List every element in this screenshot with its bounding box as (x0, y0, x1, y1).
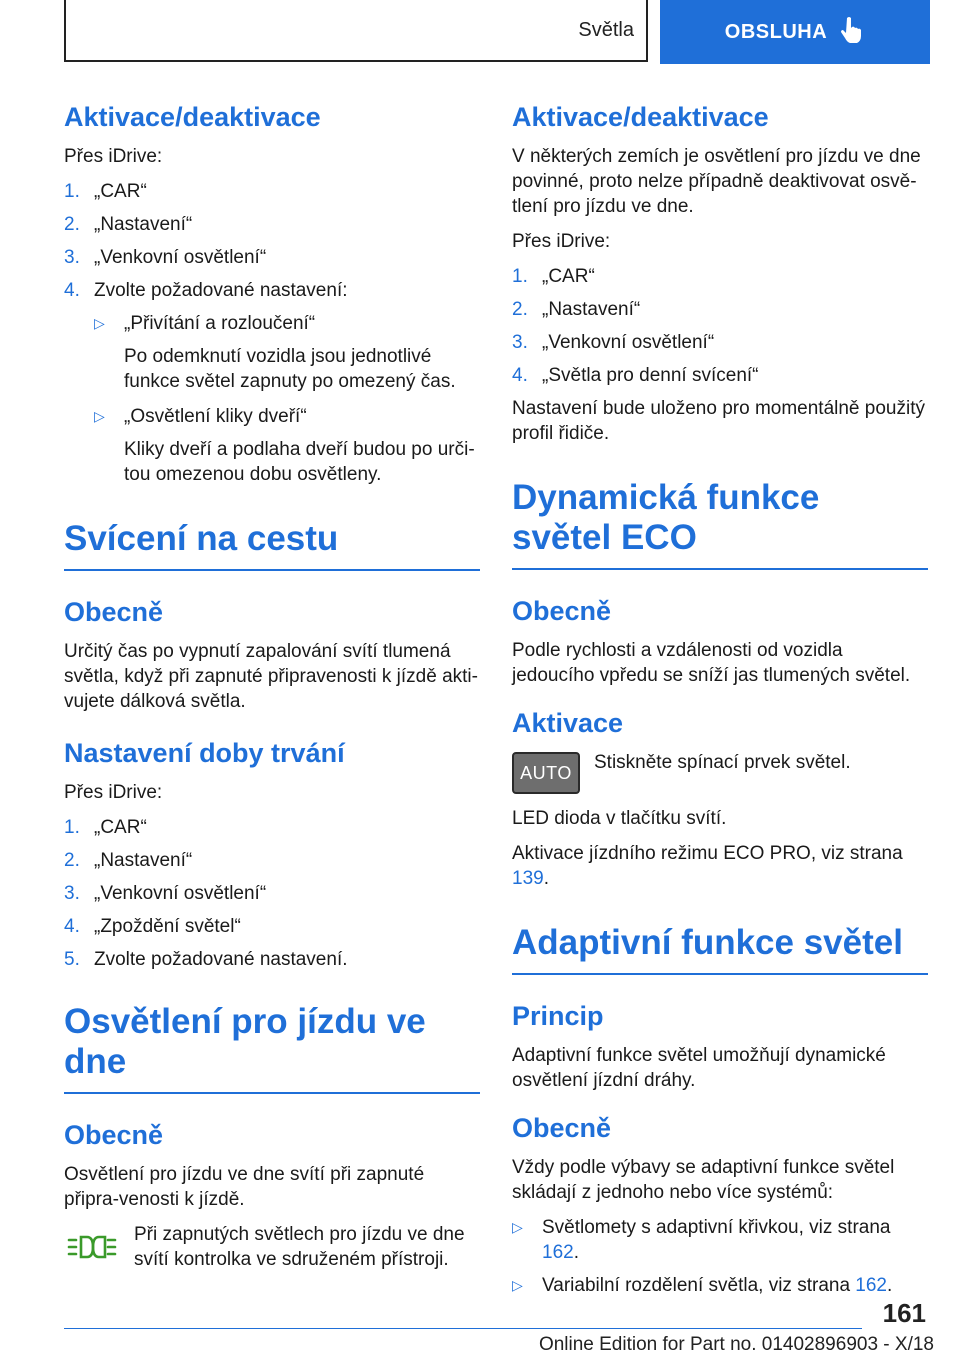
left-activation-steps (64, 179, 480, 303)
general-heading: Obecně (512, 596, 612, 626)
general-text: Osvětlení pro jízdu ve dne svítí při zapnuté připra-venosti k jízdě. (64, 1164, 425, 1210)
list-item: 4. „Světla pro denní svícení“ (512, 365, 759, 386)
duration-heading: Nastavení doby trvání (64, 738, 345, 768)
list-item: 3. „Venkovní osvětlení“ (64, 883, 267, 904)
indicator-note (64, 1222, 480, 1272)
footer-edition: Online Edition for Part no. 01402896903 - X/18 (538, 1334, 934, 1355)
footer-divider (64, 1328, 862, 1329)
activation-heading: Aktivace (512, 708, 624, 738)
page-link-162[interactable]: 162 (855, 1275, 887, 1296)
general-text: Určitý čas po vypnutí zapalování svítí tlumená světla, když při zapnuté připravenosti k jízdě akti-vujete dálková světla. (64, 641, 478, 712)
list-item: 3. „Venkovní osvětlení“ (512, 332, 715, 353)
profile-note: Nastavení bude uloženo pro momentálně použitý profil řidiče. (512, 398, 925, 444)
left-activation-heading: Aktivace/deaktivace (64, 102, 321, 132)
list-item: 1. „CAR“ (64, 817, 147, 838)
section-title-coming-home: Svícení na cestu (64, 519, 480, 571)
auto-button-note (512, 750, 928, 794)
duration-steps (64, 815, 480, 972)
right-activation-steps (512, 264, 928, 388)
list-item: ▷ Variabilní rozdělení světla, viz strana 162. (512, 1275, 893, 1296)
list-item: 4. Zvolte požadované nastavení: (64, 280, 348, 301)
list-item: 1. „CAR“ (64, 181, 147, 202)
option-description: Kliky dveří a podlaha dveří budou po urči-tou omezenou dobu osvětleny. (124, 439, 475, 485)
page-link-139[interactable]: 139 (512, 868, 544, 889)
list-item: ▷ Světlomety s adaptivní křivkou, viz strana 162. (512, 1217, 891, 1263)
left-activation-options-2 (64, 404, 480, 429)
hand-pointer-icon (839, 15, 865, 49)
chapter-tab (660, 0, 930, 64)
auto-button-icon: AUTO (512, 752, 580, 794)
left-column (64, 100, 480, 1284)
principle-text: Adaptivní funkce světel umožňují dynamické osvětlení jízdní dráhy. (512, 1045, 886, 1091)
general-heading: Obecně (64, 597, 164, 627)
duration-intro: Přes iDrive: (64, 782, 163, 803)
general-text: Vždy podle výbavy se adaptivní funkce světel skládají z jednoho nebo více systémů: (512, 1157, 895, 1203)
list-item: 2. „Nastavení“ (64, 850, 193, 871)
page-header (64, 0, 934, 66)
button-text: Stiskněte spínací prvek světel. (594, 752, 851, 773)
daytime-running-light-icon (64, 1222, 120, 1272)
list-item: 1. „CAR“ (512, 266, 595, 287)
list-item: 5. Zvolte požadované nastavení. (64, 949, 348, 970)
list-item: 4. „Zpoždění světel“ (64, 916, 241, 937)
list-item: 2. „Nastavení“ (512, 299, 641, 320)
page-number: 161 (882, 1298, 926, 1328)
general-text: Podle rychlosti a vzdálenosti od vozidla jedoucího vpředu se sníží jas tlumených světel. (512, 640, 911, 686)
principle-heading: Princip (512, 1001, 604, 1031)
right-activation-heading: Aktivace/deaktivace (512, 102, 769, 132)
section-title-daytime-lights: Osvětlení pro jízdu ve dne (64, 1002, 480, 1094)
section-title-adaptive-lights: Adaptivní funkce světel (512, 923, 928, 975)
right-activation-text: V některých zemích je osvětlení pro jízdu ve dne povinné, proto nelze případně deaktivovat osvě-tlení pro jízdu ve dne. (512, 146, 921, 217)
right-column (512, 100, 928, 1306)
adaptive-systems-list (512, 1215, 928, 1298)
section-tab (64, 0, 648, 62)
section-title-eco-lights: Dynamická funkce světel ECO (512, 478, 928, 570)
eco-pro-reference: Aktivace jízdního režimu ECO PRO, viz strana 139. (512, 843, 903, 889)
list-item: ▷ „Přivítání a rozloučení“ (94, 313, 316, 334)
chapter-title: OBSLUHA (724, 20, 828, 43)
left-activation-options (64, 311, 480, 336)
led-text: LED dioda v tlačítku svítí. (512, 808, 727, 829)
option-description: Po odemknutí vozidla jsou jednotlivé funkce světel zapnuty po omezený čas. (124, 346, 456, 392)
general-heading: Obecně (64, 1120, 164, 1150)
list-item: ▷ „Osvětlení kliky dveří“ (94, 406, 307, 427)
section-title: Světla (578, 18, 634, 41)
list-item: 3. „Venkovní osvětlení“ (64, 247, 267, 268)
general-heading: Obecně (512, 1113, 612, 1143)
page-link-162[interactable]: 162 (542, 1242, 574, 1263)
right-idrive-intro: Přes iDrive: (512, 231, 611, 252)
indicator-text: Při zapnutých světlech pro jízdu ve dne svítí kontrolka ve sdruženém přístroji. (134, 1224, 465, 1270)
list-item: 2. „Nastavení“ (64, 214, 193, 235)
left-idrive-intro: Přes iDrive: (64, 146, 163, 167)
